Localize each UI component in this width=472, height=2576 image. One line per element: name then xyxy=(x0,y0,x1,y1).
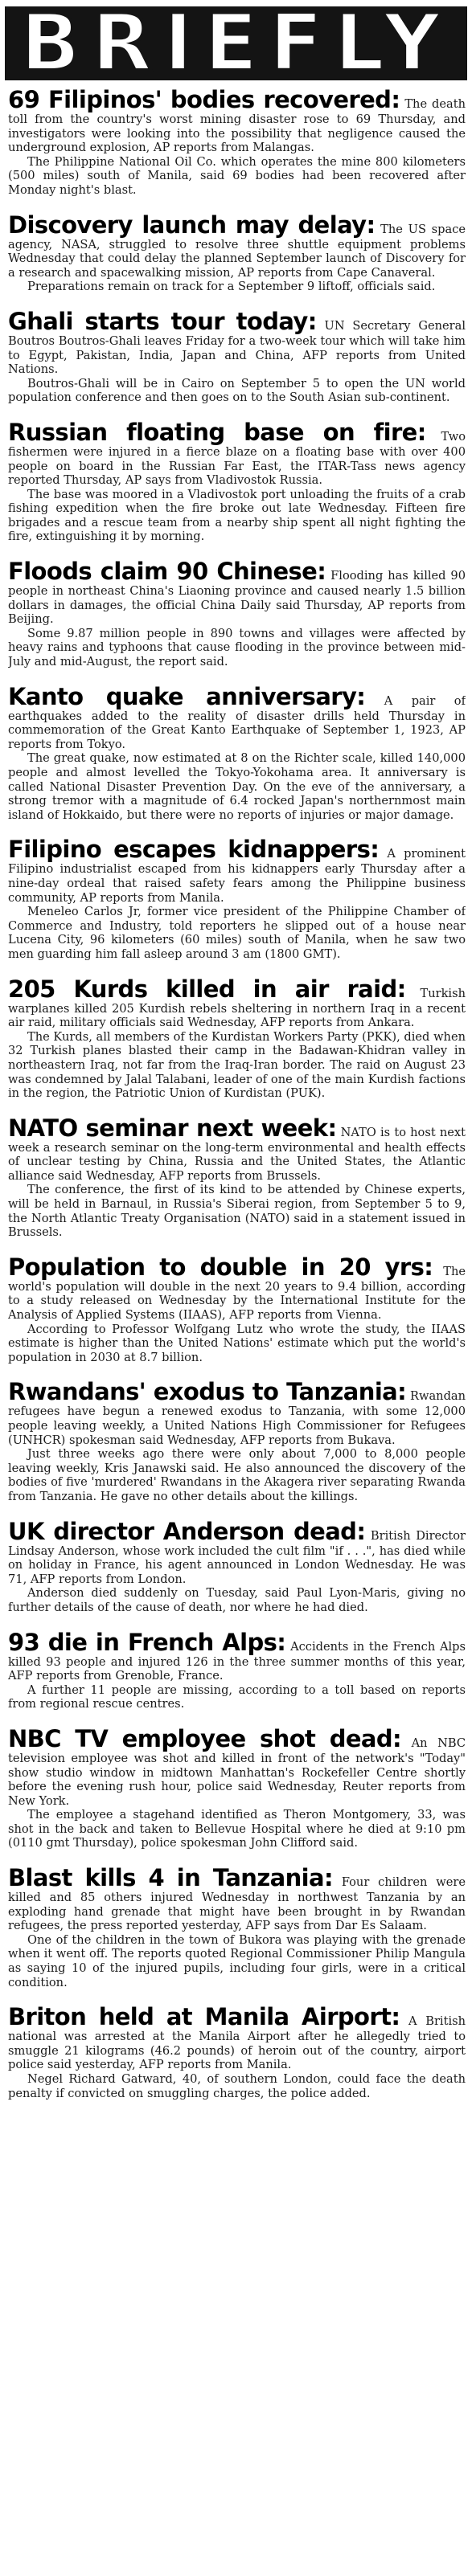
brief-headline: Floods claim 90 Chinese: xyxy=(8,558,326,586)
brief-headline: NATO seminar next week: xyxy=(8,1114,337,1142)
masthead-title: BRIEFLY xyxy=(20,0,452,89)
news-brief xyxy=(8,87,466,198)
brief-body-paragraph: The conference, the first of its kind to be attended by Chinese experts, will be held in Barnaul, in Russia's Siberai region, from September 5 to 9, the North Atlantic Treaty Organisation (NATO) said in a statement issued in Brussels. xyxy=(8,1183,466,1240)
brief-lead-paragraph xyxy=(8,1379,466,1447)
brief-lead-text: Flooding has killed 90 people in northeast China's Liaoning province and caused nearly 1.5 billion dollars in damages, the official China Daily said Thursday, AP reports from Beijing. xyxy=(8,569,466,627)
news-brief xyxy=(8,684,466,823)
brief-body-paragraph: According to Professor Wolfgang Lutz who wrote the study, the IIAAS estimate is higher than the United Nations' estimate which put the world's population in 2030 at 8.7 billion. xyxy=(8,1322,466,1364)
brief-lead-paragraph xyxy=(8,836,466,905)
brief-lead-text: A British national was arrested at the Manila Airport after he allegedly tried to smuggle 21 kilograms (46.2 pounds) of heroin out of the country, airport police said yesterday, AFP reports from Manila. xyxy=(8,2014,466,2072)
brief-lead-text: The world's population will double in the next 20 years to 9.4 billion, according to a study released on Wednesday by the International Institute for the Analysis of Applied Systems (IIAAS), AFP reports from Vienna. xyxy=(8,1264,466,1323)
brief-headline: Briton held at Manila Airport: xyxy=(8,2004,400,2031)
brief-lead-paragraph xyxy=(8,1519,466,1587)
brief-body-paragraph: The base was moored in a Vladivostok port unloading the fruits of a crab fishing expedition when the fire broke out late Wednesday. Fifteen fire brigades and a rescue team from a nearby ship spent all night fighting the fire, extinguishing it by morning. xyxy=(8,487,466,544)
brief-body-paragraph: Negel Richard Gatward, 40, of southern London, could face the death penalty if convicted on smuggling charges, the police added. xyxy=(8,2072,466,2100)
brief-lead-paragraph xyxy=(8,1726,466,1808)
brief-headline: 93 die in French Alps: xyxy=(8,1629,286,1656)
brief-headline: 205 Kurds killed in air raid: xyxy=(8,975,406,1003)
brief-lead-paragraph xyxy=(8,1865,466,1933)
brief-headline: Filipino escapes kidnappers: xyxy=(8,836,380,864)
brief-lead-paragraph xyxy=(8,87,466,155)
brief-lead-paragraph xyxy=(8,419,466,488)
brief-lead-text: UN Secretary General Boutros Boutros-Ghali leaves Friday for a two-week tour which will take him to Egypt, Pakistan, India, Japan and China, AFP reports from United Nations. xyxy=(8,318,466,377)
brief-body-paragraph: The Philippine National Oil Co. which operates the mine 800 kilometers (500 miles) south of Manila, said 69 bodies had been recovered after Monday night's blast. xyxy=(8,154,466,197)
brief-headline: Discovery launch may delay: xyxy=(8,211,376,239)
news-brief xyxy=(8,1865,466,1989)
brief-body-paragraph: Anderson died suddenly on Tuesday, said Paul Lyon-Maris, giving no further details of the cause of death, nor where he had died. xyxy=(8,1586,466,1614)
brief-lead-paragraph xyxy=(8,976,466,1030)
masthead xyxy=(0,0,472,87)
news-brief xyxy=(8,309,466,405)
news-brief xyxy=(8,836,466,961)
brief-body-paragraph: Meneleo Carlos Jr, former vice president of the Philippine Chamber of Commerce and Industry, told reporters he slipped out of a house near Lucena City, 96 kilometers (60 miles) south of Manila, when he saw two men guarding him fall asleep around 3 am (1800 GMT). xyxy=(8,905,466,961)
brief-body-paragraph: Preparations remain on track for a September 9 liftoff, officials said. xyxy=(27,280,436,294)
brief-body-paragraph: Just three weeks ago there were only about 7,000 to 8,000 people leaving weekly, Kris Janawski said. He also announced the discovery of the bodies of five 'murdered' Rwandans in the Akagera river separating Rwanda from Tanzania. He gave no other details about the killings. xyxy=(8,1447,466,1503)
brief-lead-paragraph xyxy=(8,684,466,752)
brief-lead-text: Four children were killed and 85 others injured Wednesday in northwest Tanzania by an exploding hand grenade that might have been brought in by Rwandan refugees, the press reported yesterday, AFP says from Dar Es Salaam. xyxy=(8,1875,466,1933)
brief-headline: UK director Anderson dead: xyxy=(8,1518,366,1545)
brief-headline: Population to double in 20 yrs: xyxy=(8,1253,433,1281)
news-brief xyxy=(8,419,466,544)
news-briefs-column xyxy=(0,87,472,2100)
news-brief xyxy=(8,558,466,669)
news-brief xyxy=(8,2004,466,2100)
brief-body-paragraph: The great quake, now estimated at 8 on the Richter scale, killed 140,000 people and almost levelled the Tokyo-Yokohama area. It anniversary is called National Disaster Prevention Day. On the eve of the anniversary, a strong tremor with a magnitude of 6.4 rocked Japan's northernmost main island of Hokkaido, but there were no reports of injuries or major damage. xyxy=(8,751,466,822)
news-brief xyxy=(8,212,466,294)
brief-lead-text: The death toll from the country's worst mining disaster rose to 69 Thursday, and investigators were looking into the possibility that negligence caused the underground explosion, AP reports from Malangas. xyxy=(8,97,466,155)
brief-body-paragraph: Some 9.87 million people in 890 towns and villages were affected by heavy rains and typhoons that cause flooding in the province between mid-July and mid-August, the report said. xyxy=(8,626,466,669)
brief-body-paragraph: The Kurds, all members of the Kurdistan Workers Party (PKK), died when 32 Turkish planes blasted their camp in the Badawan-Khidran valley in northeastern Iraq, not far from the Iraq-Iran border. The raid on August 23 was condemned by Jalal Talabani, leader of one of the main Kurdish factions in the region, the Patriotic Union of Kurdistan (PUK). xyxy=(8,1029,466,1101)
brief-lead-text: The US space agency, NASA, struggled to resolve three shuttle equipment problems Wednesday that could delay the planned September launch of Discovery for a research and spacewalking mission, AP reports from Cape Canaveral. xyxy=(8,222,466,280)
brief-lead-paragraph xyxy=(8,2004,466,2072)
brief-lead-text: A pair of earthquakes added to the reality of disaster drills held Thursday in commemoration of the Great Kanto Earthquake of September 1, 1923, AP reports from Tokyo. xyxy=(8,693,466,751)
brief-body-paragraph: Boutros-Ghali will be in Cairo on September 5 to open the UN world population conference and then goes on to the South Asian sub-continent. xyxy=(8,376,466,405)
news-brief xyxy=(8,1519,466,1615)
brief-lead-paragraph xyxy=(8,309,466,377)
news-brief xyxy=(8,1726,466,1850)
brief-headline: Ghali starts tour today: xyxy=(8,308,317,335)
brief-body-paragraph: One of the children in the town of Bukora was playing with the grenade when it went off. The reports quoted Regional Commissioner Philip Mangula as saying 10 of the injured pupils, including four girls, were in a critical condition. xyxy=(8,1932,466,1989)
brief-lead-text: An NBC television employee was shot and killed in front of the network's "Today" show studio window in midtown Manhattan's Rockefeller Centre shortly before the evening rush hour, police said Wednesday, Reuter reports from New York. xyxy=(8,1736,466,1808)
news-brief xyxy=(8,1379,466,1503)
brief-lead-paragraph xyxy=(8,212,466,280)
brief-lead-text: Two fishermen were injured in a fierce blaze on a floating base with over 400 people on board in the Russian Far East, the ITAR-Tass news agency reported Thursday, AP says from Vladivostok Russia. xyxy=(8,429,466,488)
brief-lead-text: Accidents in the French Alps killed 93 people and injured 126 in the three summer months of this year, AFP reports from Grenoble, France. xyxy=(8,1639,466,1683)
brief-lead-paragraph xyxy=(8,558,466,627)
news-brief xyxy=(8,976,466,1101)
masthead-banner xyxy=(5,0,467,89)
brief-lead-text: Rwandan refugees have begun a renewed exodus to Tanzania, with some 12,000 people leaving weekly, a United Nations High Commissioner for Refugees (UNHCR) spokesman said Wednesday, AFP reports from Bukava. xyxy=(8,1389,466,1447)
brief-body-paragraph: A further 11 people are missing, according to a toll based on reports from regional rescue centres. xyxy=(8,1683,466,1711)
brief-headline: Russian floating base on fire: xyxy=(8,419,426,446)
brief-lead-paragraph xyxy=(8,1115,466,1184)
brief-headline: Blast kills 4 in Tanzania: xyxy=(8,1865,333,1892)
brief-lead-text: NATO is to host next week a research seminar on the long-term environmental and health effects of unclear testing by China, Russia and the United States, the Atlantic alliance said Wednesday, AFP reports from Brussels. xyxy=(8,1125,466,1183)
brief-headline: NBC TV employee shot dead: xyxy=(8,1725,402,1752)
brief-body-paragraph: The employee a stagehand identified as Theron Montgomery, 33, was shot in the back and taken to Bellevue Hospital where he died at 9:10 pm (0110 gmt Thursday), police spokesman John Clifford said. xyxy=(8,1808,466,1850)
brief-lead-paragraph xyxy=(8,1629,466,1683)
news-brief xyxy=(8,1115,466,1240)
brief-headline: Kanto quake anniversary: xyxy=(8,683,366,710)
brief-lead-paragraph xyxy=(8,1254,466,1323)
brief-lead-text: Turkish warplanes killed 205 Kurdish rebels sheltering in northern Iraq in a recent air raid, military officials said Wednesday, AFP reports from Ankara. xyxy=(8,986,466,1030)
news-brief xyxy=(8,1254,466,1365)
brief-headline: Rwandans' exodus to Tanzania: xyxy=(8,1379,407,1406)
news-brief xyxy=(8,1629,466,1711)
brief-lead-text: British Director Lindsay Anderson, whose work included the cult film "if . . .", has died while on holiday in France, his agent announced in London Wednesday. He was 71, AFP reports from London. xyxy=(8,1528,466,1586)
brief-headline: 69 Filipinos' bodies recovered: xyxy=(8,87,400,113)
brief-lead-text: A prominent Filipino industrialist escaped from his kidnappers early Thursday after a nine-day ordeal that raised safety fears among the Philippine business community, AP reports from Manila. xyxy=(8,847,466,905)
